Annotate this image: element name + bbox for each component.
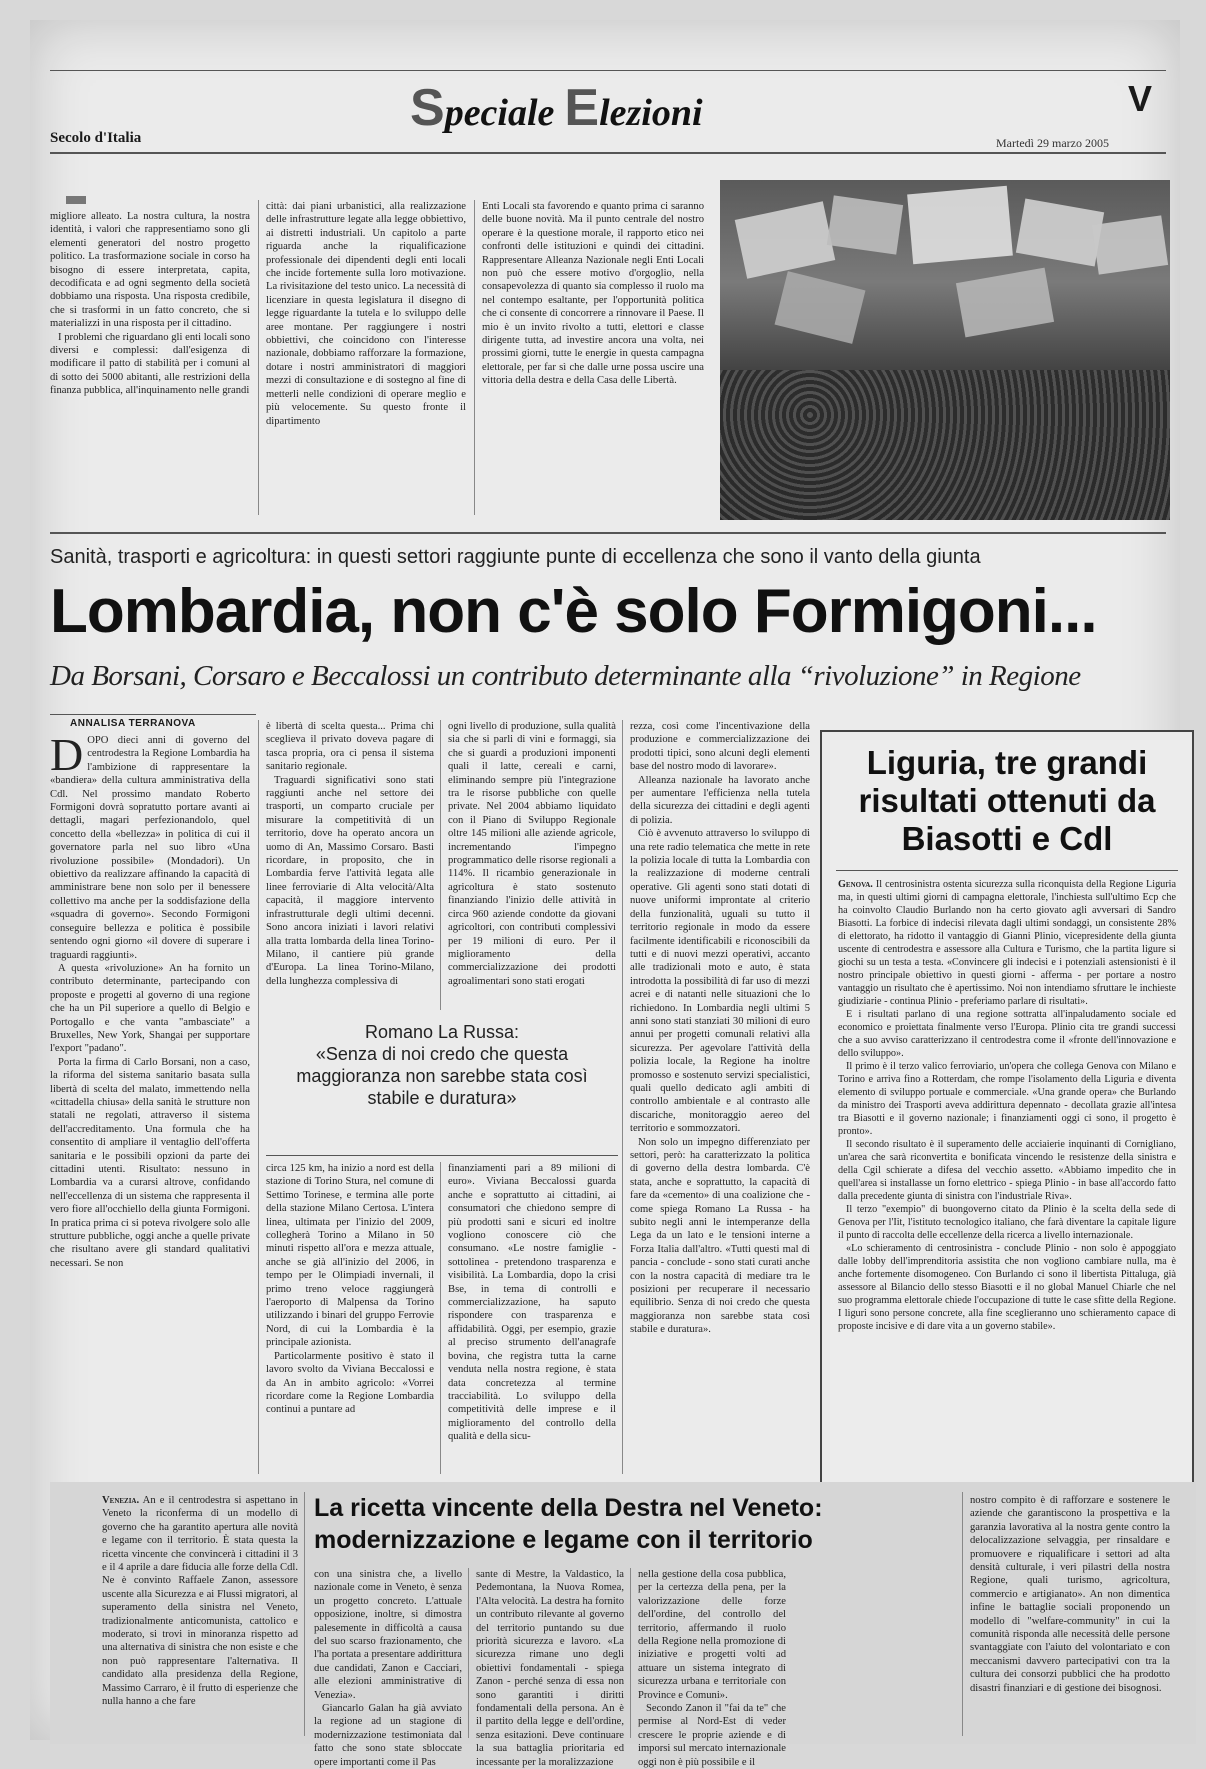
- main-col2-p1: è libertà di scelta questa... Prima chi sceglieva il privato doveva pagare di tasca propria, ora ci pensa il sistema sanitario regionale.: [266, 721, 434, 773]
- byline: ANNALISA TERRANOVA: [70, 718, 196, 729]
- veneto-col2-p1: con una sinistra che, a livello nazionale come in Veneto, è senza un progetto concreto. L'attuale opposizione, inoltre, si dimostra palesemente in difficoltà a causa del suo scarso frazionamento, che l'ha portata a presentare addirittura due candidati, Zanon e Cacciari, alle elezioni amministrative di Venezia».: [314, 1569, 462, 1701]
- top-article-col-1: [50, 210, 250, 515]
- veneto-col-3: [476, 1568, 624, 1768]
- liguria-title: Liguria, tre grandi risultati ottenuti da Biasotti e Cdl: [858, 744, 1156, 857]
- main-col-2b: [266, 1162, 434, 1474]
- main-col4-p1: rezza, così come l'incentivazione della produzione e commercializzazione dei prodotti tipici, sono alcuni degli elementi base del nostro modo di lavorare».: [630, 721, 810, 773]
- quote-text: «Senza di noi credo che questa maggioranza non sarebbe stata così stabile e duratura»: [296, 1044, 588, 1108]
- page-number: V: [1128, 78, 1153, 119]
- rally-photo: [720, 180, 1170, 520]
- newspaper-page: [30, 20, 1180, 1768]
- col-divider: [304, 1492, 305, 1736]
- liguria-p6: «Lo schieramento di centrosinistra - conclude Plinio - non solo è appoggiato dalle lobby dell'imprenditoria assistita che non vogliono cambiare nulla, ma è anche fortemente disomogeneo. Con Burlando ci sono il libertista Pittaluga, già assessore al Bilancio dello stesso Biasotti e il no global Manuel Chiarle che nel suo programma elettorale chiede l'occupazione di tutte le case sfitte della Regione. I liguri sono persone concrete, alla fine sceglieranno uno schieramento capace di proposte incisive e di dare vita a un governo stabile».: [838, 1243, 1176, 1332]
- col-divider: [630, 1568, 631, 1738]
- main-col1-p2: A questa «rivoluzione» An ha fornito un contributo determinante, partecipando con proposte e progetti al governo di una regione che ha un Pil superiore a quello di Belgio e Portogallo e che vanta "ambasciate" a Bruxelles, New York, Shangai per supportare l'export "padano".: [50, 962, 250, 1055]
- col-divider: [962, 1492, 963, 1736]
- veneto-col3-p1: sante di Mestre, la Valdastico, la Pedemontana, la Nuova Romea, l'Alta velocità. La destra ha fornito un contributo rilevante al governo del territorio puntando su due priorità sicurezza e lavoro. «La sicurezza rimane uno degli obiettivi fondamentali - spiega Zanon - perché senza di essa non sono garantiti i diritti fondamentali della persona. An è il partito della legge e dell'ordine, senza esitazioni. Deve continuare la sua battaglia prioritaria ed incessante per la moralizzazione: [476, 1569, 624, 1768]
- section-word-2: lezioni: [599, 92, 703, 134]
- main-col1-p3: Porta la firma di Carlo Borsani, non a caso, la riforma del sistema sanitario basata sulla libertà di scelta del malato, immettendo nella «cittadella chiusa» della sanità le strutture non statali ne regolati, attraverso il sistema dell'accreditamento. Una formula che ha consentito di ampliare il ventaglio dell'offerta sanitaria e le possibili opzioni da parte dei cittadini utenti. Risultato: nessuno in Lombardia va a curarsi altrove, confidando nell'eccellenza di un sistema che rappresenta il vero fiore all'occhiello della giunta Formigoni. In pratica prima ci si poteva rivolgere solo alle strutture pubbliche, oggi anche a quelle private che risultano avere gli standard qualitativi necessari. Se non: [50, 1056, 250, 1269]
- quote-rule: [266, 1155, 618, 1156]
- liguria-p5: Il terzo "exempio" di buongoverno citato da Plinio è la scelta della sede di Genova per l'Iit, l'istituto tecnologico italiano, che farà diventare la capitale ligure il punto di raccolta delle eccellenze della ricerca a livello internazionale.: [838, 1204, 1176, 1241]
- section-title: [410, 78, 703, 138]
- top-article-col-2: [266, 200, 466, 515]
- veneto-title: [314, 1492, 934, 1556]
- main-col-2: [266, 720, 434, 1010]
- col-divider: [440, 1162, 441, 1474]
- main-col-4: [630, 720, 810, 1474]
- issue-date: Martedì 29 marzo 2005: [996, 136, 1109, 150]
- main-col4-p2: Alleanza nazionale ha lavorato anche per aumentare l'efficienza nella tutela della sicurezza dei cittadini e degli agenti di polizia.: [630, 774, 810, 826]
- deck: Da Borsani, Corsaro e Beccalossi un contributo determinante alla “rivoluzione” in Regione: [50, 660, 1081, 692]
- main-col-3b: [448, 1162, 616, 1474]
- dropcap: D: [50, 729, 84, 780]
- main-col-1: [50, 729, 250, 1474]
- section-initial-e: E: [564, 79, 600, 137]
- liguria-p3: Il primo è il terzo valico ferroviario, un'opera che collega Genova con Milano e Torino e arriva fino a Rotterdam, che rompe l'isolamento della Liguria e diventa elemento di sviluppo portuale e commerciale. «Una grande opera» che Burlando da ministro dei Trasporti aveva addirittura depennato - decollata grazie all'intesa tra Biasotti e il governo nazionale; i finanziamenti oggi ci sono, il progetto è pronto».: [838, 1061, 1176, 1137]
- col-divider: [468, 1568, 469, 1738]
- flag-shape: [775, 271, 866, 344]
- main-col2b-p2: Particolarmente positivo è stato il lavoro svolto da Viviana Beccalossi e da An in ambito agricolo: «Vorrei ricordare come la Regione Lombardia continui a puntare ad: [266, 1350, 434, 1416]
- veneto-col-4: [638, 1568, 786, 1768]
- top-col3-p1: Enti Locali sta favorendo e quanto prima ci saranno delle buone novità. Ma il punto centrale del nostro operare è la questione morale, il rapporto etico nei confronti delle istituzioni e quindi dei cittadini. Rappresentare Alleanza Nazionale negli Enti Locali non può che essere motivo d'orgoglio, nella consapevolezza di quanto sia complesso il ruolo ma nel contempo esaltante, per l'opportunità politica che ci consente di concorrere a rinnovare il Paese. Il mio è un invito rivolto a tutti, elettori e classe dirigente tutta, ad investire ancora una volta, nei prossimi giorni, tutte le energie in questa campagna elettorale, per far sì che dalle urne possa uscire una vittoria della destra e della Casa delle Libertà.: [482, 201, 704, 387]
- liguria-rule: [836, 870, 1178, 871]
- liguria-p4: Il secondo risultato è il superamento delle acciaierie inquinanti di Cornigliano, un'area che sarà riconvertita e bonificata vincendo le resistenze della sinistra e della Cgil schierate a difesa del vecchio assetto. «Abbiamo impedito che in quell'area si installasse un forno elettrico - spiega Plinio - in base all'accordo fatto dalla precedente giunta di sinistra con l'industriale Riva».: [838, 1139, 1176, 1202]
- kicker: Sanità, trasporti e agricoltura: in questi settori raggiunte punte di eccellenza che sono il vanto della giunta: [50, 546, 981, 568]
- section-rule: [50, 532, 1166, 534]
- main-col3b-p1: finanziamenti pari a 89 milioni di euro». Viviana Beccalossi guarda anche e soprattutto ai cittadini, ai consumatori che chiedono sempre di più prodotti sani e sicuri ed inoltre vogliono conoscere ciò che consumano. «Le nostre famiglie - sottolinea - pretendono trasparenza e visibilità. La Lombardia, dopo la crisi Bse, in tema di controlli e commercializzazione, ha saputo rispondere con trasparenza e affidabilità. Oggi, per esempio, grazie al preciso strumento dell'anagrafe bovina, che registra tutta la carne venduta nella nostra regione, è stata data concretezza al termine tracciabilità. Lo sviluppo della competitività delle imprese e il miglioramento del controllo della qualità e della sicu-: [448, 1163, 616, 1443]
- main-col3-p1: ogni livello di produzione, sulla qualità sia che si parli di vini e formaggi, sia che si guardi a produzioni imponenti quali il latte, cereali e carni, eliminando sempre più l'integrazione tra le risorse pubbliche con quelle private. Nel 2004 abbiamo liquidato con il Piano di Sviluppo Regionale oltre 145 milioni alle aziende agricole, incrementando l'impegno programmatico delle risorse regionali a 114%. Il ricambio generazionale in agricoltura è stato sostenuto finanziando l'inizio delle attività in circa 960 aziende condotte da giovani agricoltori, con contributi complessivi per 19 milioni di euro. Per il miglioramento della commercializzazione dei prodotti agroalimentari sono stati erogati: [448, 721, 616, 987]
- veneto-title-line-1: La ricetta vincente della Destra nel Veneto:: [314, 1494, 823, 1522]
- top-col1-p2: I problemi che riguardano gli enti locali sono diversi e complessi: dall'esigenza di modificare il patto di stabilità per i comuni al di sotto dei 5000 abitanti, alle restrizioni della finanza pubblica, all'inquinamento nelle grandi: [50, 331, 250, 397]
- veneto-col-2: [314, 1568, 462, 1768]
- flag-shape: [956, 268, 1054, 338]
- col-divider: [258, 720, 259, 1474]
- pull-quote: [270, 1022, 614, 1147]
- main-col-3: [448, 720, 616, 1010]
- veneto-col5-p1: nostro compito è di rafforzare e sostenere le aziende che garantiscono la prospettiva e la garanzia lavorativa al la nostra gente contro la delocalizzazione selvaggia, per rinsaldare e promuovere e riqualificare i settori ad alta densità culturale, i veri pilastri della nostra Regione, quali turismo, agricoltura, commercio e artigianato». An non dimentica infine le battaglie sociali proponendo un modello di "welfare-community" in cui la comunità risponda alle necessità delle persone svantaggiate con l'aiuto del volontariato e con meccanismi davvero partecipativi con tra la cultura dei consorzi pubblici che ha prodotto disastri finanziari e di gestione dei bisognosi.: [970, 1495, 1170, 1694]
- col-divider: [258, 200, 259, 515]
- veneto-band: [50, 1482, 1196, 1768]
- top-col2-p1: città: dai piani urbanistici, alla realizzazione delle infrastrutture legate alla legge obbiettivo, ai distretti industriali. Un capitolo a parte riguarda anche la riqualificazione professionale dei dipendenti degli enti locali che incide fortemente sulla loro motivazione. La rivisitazione del testo unico. La necessità di licenziare in questa legislatura il disegno di legge riguardante la tutela e lo sviluppo delle aree montane. Per raggiungere i nostri obbiettivi, che coincidono con l'interesse nazionale, dobbiamo rafforzare la formazione, dotare i nostri amministratori di maggiori mezzi di consultazione e di sostegno al fine di metterli nelle condizioni di operare meglio e più velocemente. Su questo fronte il dipartimento: [266, 201, 466, 427]
- section-word-1: peciale: [444, 92, 555, 134]
- flag-shape: [827, 195, 903, 254]
- flag-shape: [735, 201, 836, 278]
- masthead: Secolo d'Italia: [50, 130, 142, 146]
- liguria-p1: Il centrosinistra ostenta sicurezza sulla riconquista della Regione Liguria ma, in questi ultimi giorni di campagna elettorale, l'inchiesta sull'ultimo Ecp che ha coinvolto Claudio Burlando non ha certo giovato agli avversari di Sandro Biasotti. La forbice di indecisi rilevata dagli ultimi sondaggi, un consistente 28% di elettorato, ha ridotto il vantaggio di Gianni Plinio, vicepresidente della giunta uscente di centrodestra e assessore alla Cultura e Turismo, che la partita ligure si giochi su un testa a testa. «Convincere gli indecisi e i potenziali astensionisti è il nostro principale obiettivo in questi giorni - afferma - per portare a nostro vantaggio un risultato che è apertissimo. Noi non intendiamo sfruttare le inchieste giudiziarie - continua Plinio - preferiamo parlare di risultati».: [838, 879, 1177, 1007]
- header-rule-bottom: [50, 152, 1166, 154]
- main-col2b-p1: circa 125 km, ha inizio a nord est della stazione di Torino Stura, nel comune di Settimo Torinese, e termina alle porte della stazione Milano Certosa. L'intera linea, ultimata per l'inizio del 2009, collegherà Torino a Milano in 50 minuti rispetto all'ora e mezza attuale, anche se già all'inizio del 2006, in tempo per le Olimpiadi invernali, il primo treno veloce raggiungerà l'aeroporto di Malpensa da Torino utilizzando i binari del gruppo Ferrovie Nord, di cui la Lombardia è la principale azionista.: [266, 1163, 434, 1349]
- main-col2-p2: Traguardi significativi sono stati raggiunti anche nel settore dei trasporti, un comparto cruciale per misurare la competitività di un territorio, dove ha operato ancora un uomo di An, Massimo Corsaro. Basti ricordare, in proposito, che in Lombardia ferve l'attività legata alle linee ferroviarie di Alta velocità/Alta capacità, il maggiore intervento infrastrutturale degli ultimi decenni. Sono ancora iniziati i lavori relativi alla tratta lombarda della linea Torino-Milano, il cantiere più grande d'Europa. La linea Torino-Milano, della lunghezza complessiva di: [266, 774, 434, 987]
- byline-rule: [50, 714, 256, 715]
- col-divider: [622, 720, 623, 1474]
- veneto-col-1: [102, 1494, 298, 1738]
- veneto-place: Venezia.: [102, 1495, 140, 1506]
- main-col4-p3: Ciò è avvenuto attraverso lo sviluppo di una rete radio telematica che mette in rete la polizia locale di tutta la Lombardia con la realizzazione di moderne centrali operative. Gli agenti sono stati dotati di nuove uniformi improntate al criterio della funzionalità, uguali su tutto il territorio regionale in modo da essere facilmente identificabili e riconoscibili da tutti e di nuovi mezzi operativi, accanto alle tradizionali moto e auto, è stata introdotta la possibilità di far uso di mezzi acrei e di natanti nelle situazioni che lo richiedono. In Lombardia negli ultimi 5 anni sono stati stanziati 30 milioni di euro annui per progetti comunali relativi alla sicurezza. Per agevolare l'attività della polizia locale, la Regione ha inoltre promosso e sostenuto servizi specialistici, quali quello dedicato agli ambiti di controllo ambientale e al contrasto alle discariche, monitoraggio aereo del territorio e sommozzatori.: [630, 828, 810, 1135]
- section-initial-s: S: [410, 79, 445, 137]
- veneto-col4-p2: Secondo Zanon il "fai da te" che permise al Nord-Est di veder crescere le proprie aziende e di imporsi sul mercato internazionale oggi non è più possibile e il: [638, 1703, 786, 1768]
- col-divider: [440, 720, 441, 1010]
- veneto-col-5: [970, 1494, 1170, 1738]
- veneto-col4-p1: nella gestione della cosa pubblica, per la certezza della pena, per la valorizzazione delle forze dell'ordine, del controllo del territorio, affermando il ruolo della Regione nella promozione di iniziative e progetti volti ad attuare un sistema integrato di sicurezza urbana e territoriale con Province e Comuni».: [638, 1569, 786, 1701]
- flag-shape: [1016, 198, 1104, 266]
- veneto-col1-p1: An e il centrodestra si aspettano in Veneto la riconferma di un modello di governo che ha garantito apertura alle novità e legame con il territorio. È stata questa la ricetta vincente che convincerà i cittadini il 3 e il 4 aprile a dare fiducia alle forze della Cdl. Ne è convinto Raffaele Zanon, assessore uscente alla Sicurezza e ai Flussi migratori, al superamento della sinistra nel Veneto, tradizionalmente anticomunista, cattolico e moderato, si trovi in minoranza rispetto ad una alternativa di sinistra che non esiste e che non può rappresentare l'alternativa. Il candidato alla presidenza della Regione, Massimo Carraro, è il frutto di esperienze che nulla hanno a che fare: [102, 1495, 298, 1708]
- flag-shape: [907, 186, 1013, 264]
- headline: Lombardia, non c'è solo Formigoni...: [50, 577, 1097, 646]
- continuation-marker: [66, 196, 86, 204]
- veneto-title-line-2: modernizzazione e legame con il territorio: [314, 1526, 813, 1554]
- top-article-col-3: [482, 200, 704, 515]
- main-col1-p1: OPO dieci anni di governo del centrodestra la Regione Lombardia ha l'ambizione di rappresentare la «bandiera» della cultura amministrativa della Cdl. Nel prossimo mandato Roberto Formigoni dovrà sopratutto portare avanti ai dettagli, magari perfezionandolo, quel concetto della «bellezza» in politica di cui il governatore parla nel suo libro «Una rivoluzione possibile» (Mondadori). Un obiettivo da realizzare affinando la capacità di amministrare bene non solo per il benessere collettivo ma anche per la soddisfazione della «squadra di governo». Secondo Formigoni conseguire bellezza e politica è possibile sentendo ogni giorno «il dovere di superare i traguardi raggiunti».: [50, 735, 250, 961]
- quote-speaker: Romano La Russa:: [364, 1022, 520, 1042]
- crowd-area: [720, 370, 1170, 520]
- flag-shape: [1092, 215, 1168, 274]
- liguria-place: Genova.: [838, 879, 873, 890]
- liguria-p2: E i risultati parlano di una regione sottratta all'inpaludamento sociale ed economico e proiettata finalmente verso l'Europa. Plinio cita tre grandi successi che a suo avviso caratterizzano il centrodestra come il «fronte dell'innovazione e dello sviluppo».: [838, 1009, 1176, 1059]
- col-divider: [474, 200, 475, 515]
- veneto-col2-p2: Giancarlo Galan ha già avviato la regione ad un stagione di modernizzazione testimoniata dal fatto che sono state sbloccate opere importanti come il Pas: [314, 1703, 462, 1768]
- main-col4-p4: Non solo un impegno differenziato per settori, però: ha caratterizzato la politica di governo della destra lombarda. C'è stata, anche e soprattutto, la capacità di fare da «cemento» di una coalizione che - come spiega Romano La Russa - ha subito negli anni le intemperanze della Lega da un lato e le tensioni interne a Forza Italia dall'altro. «Tutti questi mal di pancia - conclude - sono stati curati anche con la nostra capacità di mediare tra le posizioni per recuperare il necessario equilibrio. Senza di noi credo che questa maggioranza non sarebbe stata così stabile e duratura».: [630, 1136, 810, 1336]
- top-col1-p1: migliore alleato. La nostra cultura, la nostra identità, i valori che rappresentiamo sono gli elementi generatori del nostro progetto politico. La trasformazione sociale in corso ha bisogno di essere interpretata, capita, decodificata e ad ogni segmento della società dobbiamo una risposta. Una risposta credibile, che si trasformi in un fatto concreto, che si materializzi in una risposta per il cittadino.: [50, 211, 250, 330]
- header-rule-top: [50, 70, 1166, 71]
